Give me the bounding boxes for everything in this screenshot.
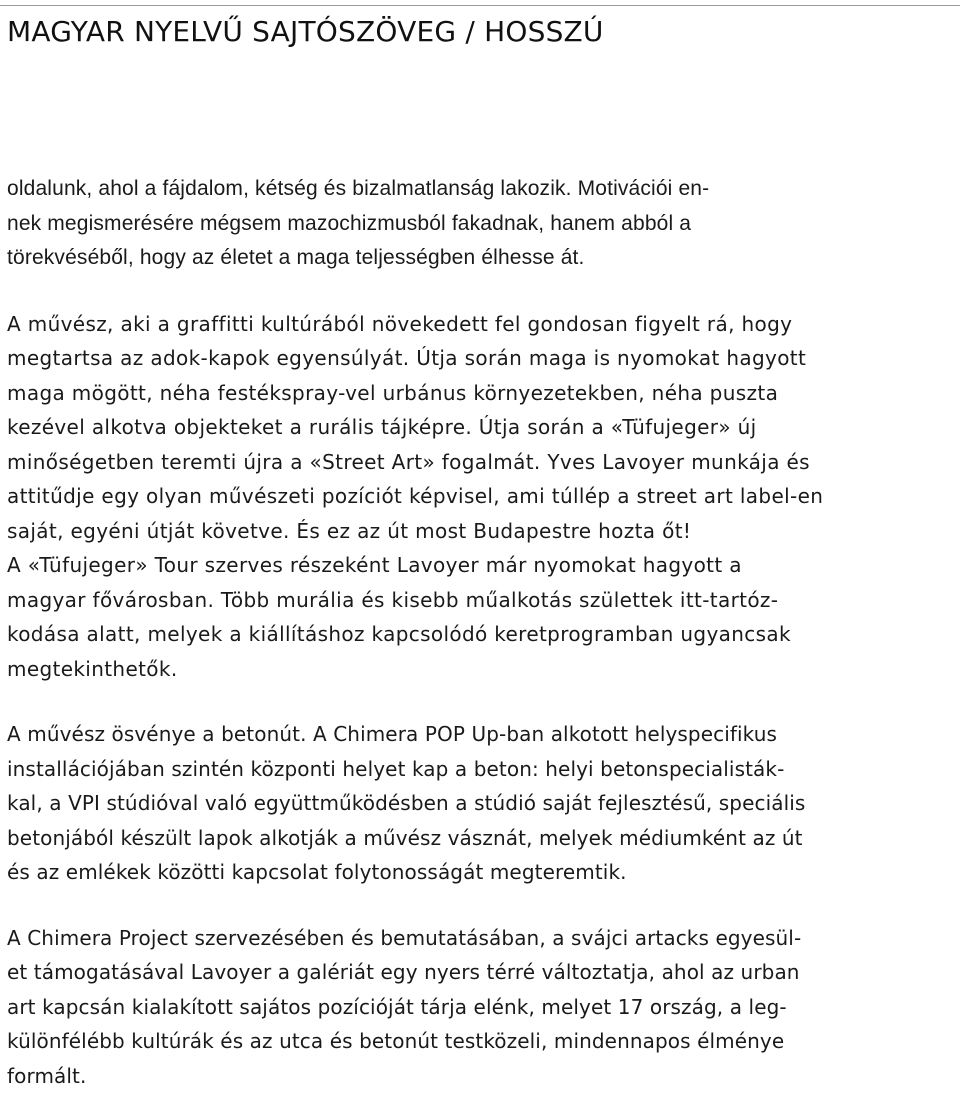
text-line: kal, a VPI stúdióval való együttműködésben a stúdió saját fejlesztésű, speciális [7,786,957,821]
text-line: A művész, aki a graffitti kultúrából növekedett fel gondosan figyelt rá, hogy [7,307,957,342]
text-line: betonjából készült lapok alkotják a művész vásznát, melyek médiumként az út [7,821,957,856]
paragraph-spacer [7,890,957,921]
paragraph-spacer [7,686,957,717]
text-line: formált. [7,1059,957,1093]
text-line: és az emlékek közötti kapcsolat folytonosságát megteremtik. [7,855,957,890]
text-line: attitűdje egy olyan művészeti pozíciót képvisel, ami túllép a street art label-en [7,479,957,514]
paragraph-2 [7,307,957,687]
text-line: törekvéséből, hogy az életet a maga teljességben élhesse át. [7,241,957,276]
text-line: minőségetben teremti újra a «Street Art» fogalmát. Yves Lavoyer munkája és [7,445,957,480]
paragraph-spacer [7,276,957,307]
text-line: kezével alkotva objekteket a rurális tájképre. Útja során a «Tüfujeger» új [7,410,957,445]
paragraph-3 [7,717,957,890]
text-line: A Chimera Project szervezésében és bemutatásában, a svájci artacks egyesül- [7,921,957,956]
text-line: art kapcsán kialakított sajátos pozícióját tárja elénk, melyet 17 ország, a leg- [7,990,957,1025]
text-line: különfélébb kultúrák és az utca és betonút testközeli, mindennapos élménye [7,1024,957,1059]
text-line: saját, egyéni útját követve. És ez az út most Budapestre hozta őt! [7,514,957,549]
text-line: maga mögött, néha festékspray-vel urbánus környezetekben, néha puszta [7,376,957,411]
paragraph-1 [7,172,957,276]
top-divider [0,5,960,6]
page-title: MAGYAR NYELVŰ SAJTÓSZÖVEG / HOSSZÚ [7,12,604,52]
text-line: megtekinthetők. [7,652,957,687]
text-line: magyar fővárosban. Több murália és kisebb műalkotás születtek itt-tartóz- [7,583,957,618]
text-line: et támogatásával Lavoyer a galériát egy nyers térré változtatja, ahol az urban [7,955,957,990]
text-line: nek megismerésére mégsem mazochizmusból fakadnak, hanem abból a [7,207,957,242]
body-text [7,172,957,1093]
text-line: A művész ösvénye a betonút. A Chimera POP Up-ban alkotott helyspecifikus [7,717,957,752]
text-line: A «Tüfujeger» Tour szerves részeként Lavoyer már nyomokat hagyott a [7,548,957,583]
text-line: installációjában szintén központi helyet kap a beton: helyi betonspecialisták- [7,752,957,787]
text-line: megtartsa az adok-kapok egyensúlyát. Útja során maga is nyomokat hagyott [7,341,957,376]
text-line: kodása alatt, melyek a kiállításhoz kapcsolódó keretprogramban ugyancsak [7,617,957,652]
paragraph-4 [7,921,957,1093]
text-line: oldalunk, ahol a fájdalom, kétség és bizalmatlanság lakozik. Motivációi en- [7,172,957,207]
